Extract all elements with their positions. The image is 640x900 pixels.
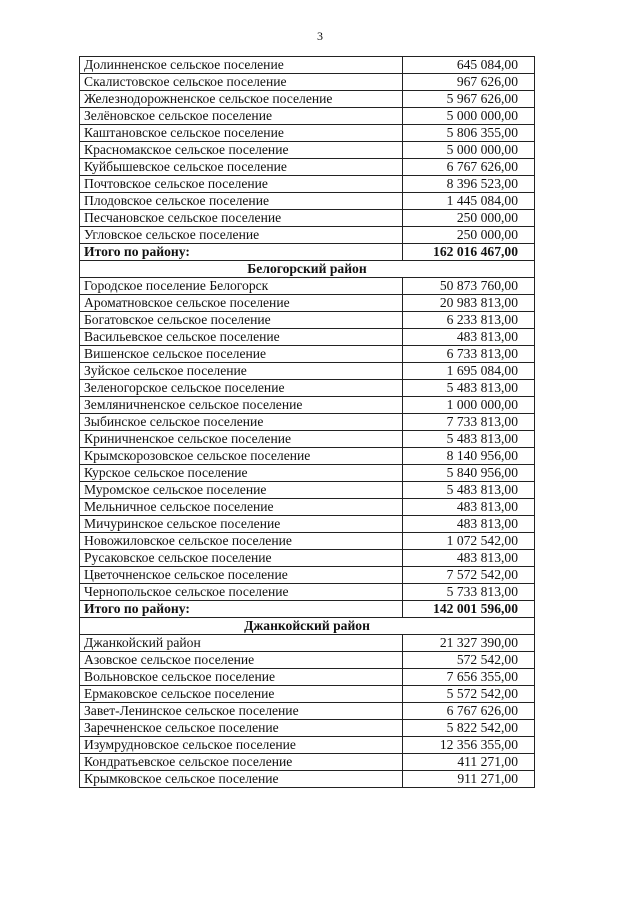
settlement-amount: 5 967 626,00 [403,91,535,108]
budget-table-body [80,57,535,788]
settlement-amount: 483 813,00 [403,516,535,533]
table-row [80,176,535,193]
settlement-name: Мичуринское сельское поселение [80,516,403,533]
settlement-amount: 5 822 542,00 [403,720,535,737]
settlement-amount: 6 767 626,00 [403,703,535,720]
settlement-amount: 911 271,00 [403,771,535,788]
settlement-amount: 20 983 813,00 [403,295,535,312]
settlement-amount: 6 233 813,00 [403,312,535,329]
settlement-amount: 5 733 813,00 [403,584,535,601]
settlement-name: Вольновское сельское поселение [80,669,403,686]
settlement-name: Завет-Ленинское сельское поселение [80,703,403,720]
settlement-amount: 5 000 000,00 [403,142,535,159]
settlement-name: Зуйское сельское поселение [80,363,403,380]
table-row [80,448,535,465]
table-row [80,414,535,431]
table-row [80,499,535,516]
district-total-row [80,601,535,618]
settlement-name: Русаковское сельское поселение [80,550,403,567]
budget-table [79,56,535,788]
table-row [80,754,535,771]
settlement-name: Чернопольское сельское поселение [80,584,403,601]
table-row [80,278,535,295]
settlement-name: Зыбинское сельское поселение [80,414,403,431]
total-amount: 162 016 467,00 [403,244,535,261]
total-label: Итого по району: [80,601,403,618]
settlement-amount: 411 271,00 [403,754,535,771]
table-row [80,125,535,142]
table-row [80,227,535,244]
settlement-name: Муромское сельское поселение [80,482,403,499]
settlement-name: Каштановское сельское поселение [80,125,403,142]
settlement-name: Ермаковское сельское поселение [80,686,403,703]
settlement-name: Ароматновское сельское поселение [80,295,403,312]
settlement-amount: 21 327 390,00 [403,635,535,652]
settlement-name: Изумрудновское сельское поселение [80,737,403,754]
table-row [80,142,535,159]
settlement-amount: 5 840 956,00 [403,465,535,482]
settlement-name: Азовское сельское поселение [80,652,403,669]
table-row [80,465,535,482]
table-row [80,91,535,108]
table-row [80,652,535,669]
table-row [80,159,535,176]
settlement-amount: 250 000,00 [403,210,535,227]
settlement-name: Почтовское сельское поселение [80,176,403,193]
table-row [80,567,535,584]
settlement-amount: 483 813,00 [403,329,535,346]
table-row [80,108,535,125]
settlement-name: Крымскорозовское сельское поселение [80,448,403,465]
table-row [80,312,535,329]
settlement-amount: 5 572 542,00 [403,686,535,703]
table-row [80,295,535,312]
settlement-name: Цветочненское сельское поселение [80,567,403,584]
table-row [80,686,535,703]
table-row [80,74,535,91]
settlement-name: Криничненское сельское поселение [80,431,403,448]
table-row [80,771,535,788]
settlement-amount: 12 356 355,00 [403,737,535,754]
settlement-amount: 50 873 760,00 [403,278,535,295]
total-label: Итого по району: [80,244,403,261]
total-amount: 142 001 596,00 [403,601,535,618]
table-row [80,57,535,74]
district-heading-row [80,618,535,635]
settlement-amount: 483 813,00 [403,550,535,567]
settlement-amount: 1 695 084,00 [403,363,535,380]
table-row [80,737,535,754]
settlement-name: Скалистовское сельское поселение [80,74,403,91]
district-total-row [80,244,535,261]
settlement-amount: 6 733 813,00 [403,346,535,363]
table-row [80,720,535,737]
district-heading: Джанкойский район [80,618,535,635]
settlement-amount: 5 806 355,00 [403,125,535,142]
settlement-amount: 1 000 000,00 [403,397,535,414]
table-row [80,397,535,414]
settlement-amount: 8 396 523,00 [403,176,535,193]
settlement-name: Крымковское сельское поселение [80,771,403,788]
settlement-name: Плодовское сельское поселение [80,193,403,210]
table-row [80,431,535,448]
settlement-amount: 5 483 813,00 [403,380,535,397]
settlement-amount: 8 140 956,00 [403,448,535,465]
table-row [80,363,535,380]
settlement-amount: 483 813,00 [403,499,535,516]
settlement-name: Заречненское сельское поселение [80,720,403,737]
district-heading-row [80,261,535,278]
table-row [80,329,535,346]
settlement-amount: 7 733 813,00 [403,414,535,431]
table-row [80,550,535,567]
settlement-name: Богатовское сельское поселение [80,312,403,329]
table-row [80,669,535,686]
settlement-name: Кондратьевское сельское поселение [80,754,403,771]
table-row [80,533,535,550]
table-row [80,380,535,397]
district-heading: Белогорский район [80,261,535,278]
table-row [80,635,535,652]
table-row [80,482,535,499]
table-row [80,516,535,533]
settlement-amount: 7 656 355,00 [403,669,535,686]
table-row [80,584,535,601]
settlement-amount: 5 483 813,00 [403,482,535,499]
table-row [80,346,535,363]
settlement-amount: 6 767 626,00 [403,159,535,176]
settlement-amount: 5 483 813,00 [403,431,535,448]
settlement-amount: 5 000 000,00 [403,108,535,125]
settlement-name: Куйбышевское сельское поселение [80,159,403,176]
settlement-name: Песчановское сельское поселение [80,210,403,227]
settlement-amount: 7 572 542,00 [403,567,535,584]
settlement-name: Городское поселение Белогорск [80,278,403,295]
settlement-name: Новожиловское сельское поселение [80,533,403,550]
settlement-name: Курское сельское поселение [80,465,403,482]
settlement-amount: 250 000,00 [403,227,535,244]
settlement-name: Мельничное сельское поселение [80,499,403,516]
settlement-name: Долинненское сельское поселение [80,57,403,74]
settlement-name: Красномакское сельское поселение [80,142,403,159]
settlement-amount: 1 072 542,00 [403,533,535,550]
settlement-amount: 1 445 084,00 [403,193,535,210]
settlement-amount: 572 542,00 [403,652,535,669]
settlement-amount: 967 626,00 [403,74,535,91]
page-number: 3 [317,29,323,43]
settlement-name: Зеленогорское сельское поселение [80,380,403,397]
table-row [80,703,535,720]
settlement-name: Земляничненское сельское поселение [80,397,403,414]
table-row [80,210,535,227]
settlement-name: Вишенское сельское поселение [80,346,403,363]
settlement-name: Зелёновское сельское поселение [80,108,403,125]
table-row [80,193,535,210]
settlement-name: Джанкойский район [80,635,403,652]
settlement-name: Васильевское сельское поселение [80,329,403,346]
settlement-amount: 645 084,00 [403,57,535,74]
settlement-name: Железнодорожненское сельское поселение [80,91,403,108]
settlement-name: Угловское сельское поселение [80,227,403,244]
